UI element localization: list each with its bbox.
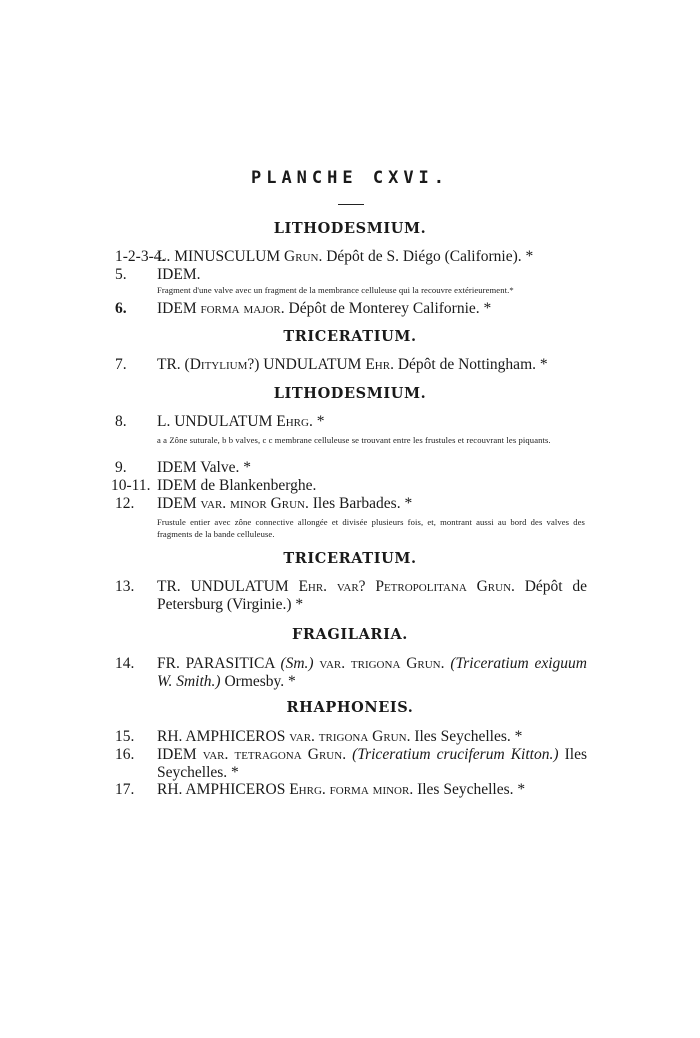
entry-14: 14. FR. PARASITICA (Sm.) var. trigona Grun. (Triceratium exiguum W. Smith.) Ormesby. * — [115, 655, 587, 690]
section-heading: RHAPHONEIS. — [286, 699, 414, 716]
section-heading: LITHODESMIUM. — [273, 220, 427, 237]
note-8: a a Zône suturale, b b valves, c c membrane celluleuse se trouvant entre les frustules et recouvrant les piquants. — [157, 435, 551, 445]
note-5: Fragment d'une valve avec un fragment de la membrance celluleuse qui la recouvre extérieurement.* — [157, 285, 514, 295]
plate-title: PLANCHE CXVI. — [250, 168, 450, 188]
document-page: PLANCHE CXVI. LITHODESMIUM. 1-2-3-4. L. MINUSCULUM Grun. Dépôt de S. Diégo (Californie). * 5. IDEM. Fragment d'une valve avec un fragment de la membrance celluleuse qui la recouvre extérieurement.* 6. IDEM forma major. Dépôt de Monterey Californie. * TRICERATIUM. 7. TR. (Ditylium?) UNDULATUM Ehr. Dépôt de Nottingham. * LITHODESMIUM. 8. L. UNDULATUM Ehrg. * a a Zône suturale, b b valves, c c membrane celluleuse se trouvant entre les frustules et recouvrant les piquants. 9. IDEM Valve. * 10-11. IDEM de Blankenberghe. 12. IDEM var. minor Grun. Iles Barbades. * Frustule entier avec zône connective allongée et divisée plusieurs fois, et, montrant aussi au bord des valves des fragments de la bande celluleuse. TRICERATIUM. 13. TR. UNDULATUM Ehr. var? Petropolitana Grun. Dépôt de Petersburg (Virginie.) * FRAGILARIA. 14. FR. PARASITICA (Sm.) var. trigona Grun. (Triceratium exiguum W. Smith.) Ormesby. * RHAPHONEIS. 15. RH. AMPHICEROS var. trigona Grun. Iles Seychelles. * 16. IDEM var. tetragona Grun. (Triceratium cruciferum Kitton.) Iles Seychelles. * 17. RH. AMPHICEROS Ehrg. forma minor. Iles Seychelles. * — [0, 0, 700, 1038]
section-heading: FRAGILARIA. — [292, 626, 408, 643]
entry-13: 13. TR. UNDULATUM Ehr. var? Petropolitana Grun. Dépôt de Petersburg (Virginie.) * — [115, 578, 587, 613]
section-heading: TRICERATIUM. — [283, 328, 417, 345]
section-heading: TRICERATIUM. — [283, 550, 417, 567]
note-12: Frustule entier avec zône connective allongée et divisée plusieurs fois, et, montrant aussi au bord des valves des fragments de la bande celluleuse. — [157, 517, 585, 539]
section-heading: LITHODESMIUM. — [273, 385, 427, 402]
entry-16: 16. IDEM var. tetragona Grun. (Triceratium cruciferum Kitton.) Iles Seychelles. * — [115, 746, 588, 781]
title-rule — [338, 204, 364, 205]
